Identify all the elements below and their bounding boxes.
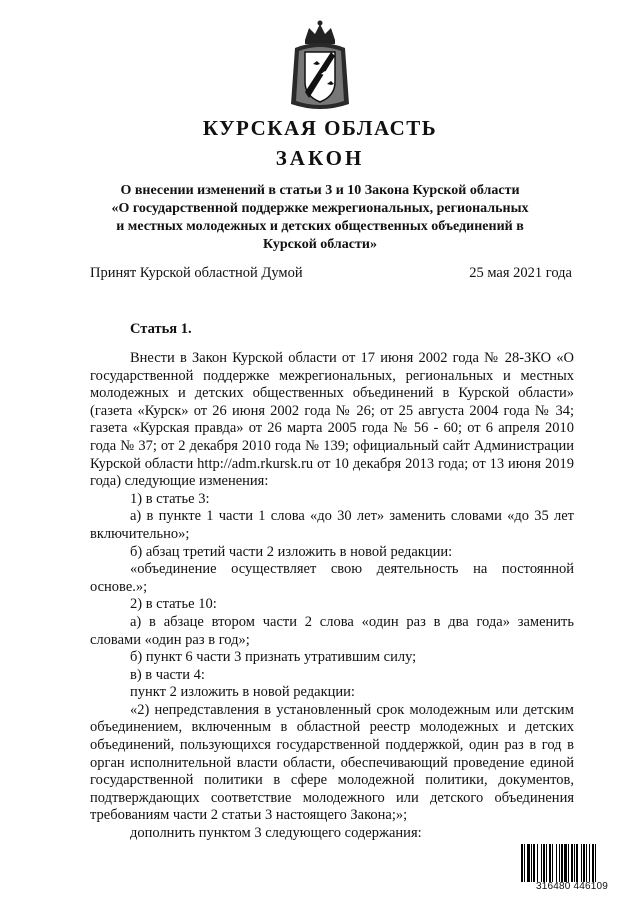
region-name: КУРСКАЯ ОБЛАСТЬ [202, 116, 438, 140]
paragraph: а) в пункте 1 части 1 слова «до 30 лет» заменить словами «до 35 лет включительно»; [90, 508, 574, 542]
adopted-by: Принят Курской областной Думой [90, 265, 303, 281]
barcode-number: 316480 446109 [535, 881, 609, 892]
law-title-line: Курской области» [263, 237, 377, 252]
law-title-line: и местных молодежных и детских общественных объединений в [116, 219, 524, 234]
coat-of-arms-icon [287, 18, 353, 114]
document-type: ЗАКОН [275, 146, 365, 170]
paragraph: а) в абзаце втором части 2 слова «один раз в два года» заменить словами «один раз в год»; [90, 613, 574, 648]
barcode-bars [520, 844, 624, 882]
paragraph: пункт 2 изложить в новой редакции: [130, 684, 355, 701]
law-title [90, 182, 550, 254]
paragraph: 1) в статье 3: [130, 490, 210, 507]
paragraph: б) абзац третий части 2 изложить в новой редакции: [130, 543, 453, 560]
paragraph: «объединение осуществляет свою деятельность на постоянной основе.»; [90, 561, 574, 595]
paragraph: «2) непредставления в установленный срок молодежным или детским объединением, включенным в областной реестр молодежных и детских объединений, пользующихся государственной поддержкой, один раз в год в орган исполнительной власти области, обеспечивающий проведение единой государственной политики в сфере молодежной политики, документов, подтверждающих соответствие молодежного или детского объединения требованиям части 2 статьи 3 настоящего Закона;»; [90, 701, 574, 824]
article-heading: Статья 1. [130, 321, 192, 337]
paragraph: б) пункт 6 части 3 признать утратившим силу; [130, 649, 417, 666]
paragraph: в) в части 4: [130, 666, 205, 683]
law-title-line: О внесении изменений в статьи 3 и 10 Закона Курской области [120, 183, 520, 198]
paragraph: Внести в Закон Курской области от 17 июня 2002 года № 28-ЗКО «О государственной поддержке межрегиональных, региональных и местных молодежных и детских общественных объединений в Курской области» (газета «Курск» от 26 июня 2002 года № 26; от 25 августа 2004 года № 34; газета «Курская правда» от 26 марта 2005 года № 56 - 60; от 6 апреля 2010 года № 37; от 2 декабря 2010 года № 139; официальный сайт Администрации Курской области http://adm.rkursk.ru от 10 декабря 2013 года; от 13 июня 2019 года) следующие изменения: [90, 350, 574, 490]
barcode [520, 844, 624, 894]
article-body [90, 350, 574, 843]
paragraph: 2) в статье 10: [130, 596, 217, 613]
law-title-line: «О государственной поддержке межрегиональных, региональных [111, 201, 529, 216]
paragraph: дополнить пунктом 3 следующего содержания: [130, 825, 422, 842]
adoption-date: 25 мая 2021 года [469, 265, 572, 281]
